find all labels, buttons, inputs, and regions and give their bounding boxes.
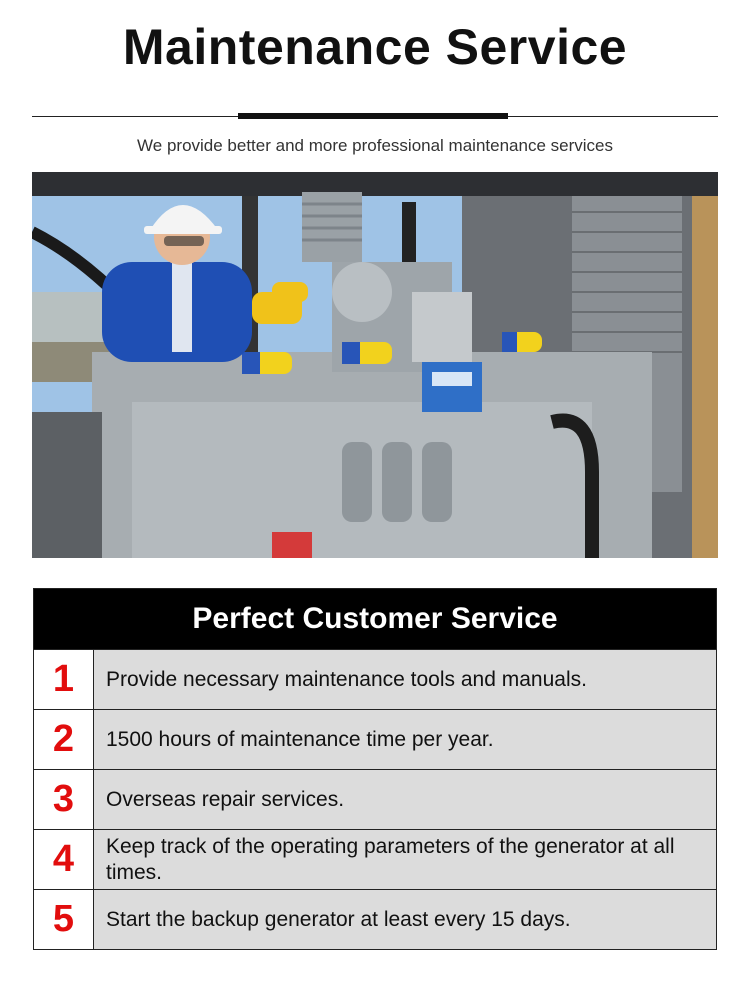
- row-text: Keep track of the operating parameters of the generator at all times.: [106, 834, 675, 884]
- row-text: Provide necessary maintenance tools and manuals.: [106, 667, 587, 691]
- table-row: [34, 889, 716, 949]
- row-number: 5: [34, 890, 94, 949]
- row-number: 2: [34, 710, 94, 769]
- title-divider-accent: [238, 113, 508, 119]
- row-text: Start the backup generator at least every 15 days.: [106, 907, 571, 931]
- row-number: 3: [34, 770, 94, 829]
- row-number: 1: [34, 650, 94, 709]
- table-row: [34, 649, 716, 709]
- row-text: 1500 hours of maintenance time per year.: [106, 727, 494, 751]
- customer-service-table: [33, 588, 717, 950]
- table-row: [34, 709, 716, 769]
- table-heading: Perfect Customer Service: [34, 589, 716, 649]
- row-text: Overseas repair services.: [106, 787, 345, 811]
- page-subtitle: We provide better and more professional maintenance services: [137, 136, 613, 155]
- table-row: [34, 829, 716, 889]
- row-number: 4: [34, 830, 94, 889]
- table-row: [34, 769, 716, 829]
- generator-maintenance-photo: [32, 172, 718, 558]
- page-title: Maintenance Service: [122, 19, 628, 75]
- generator-maintenance-photo-icon: [32, 172, 718, 558]
